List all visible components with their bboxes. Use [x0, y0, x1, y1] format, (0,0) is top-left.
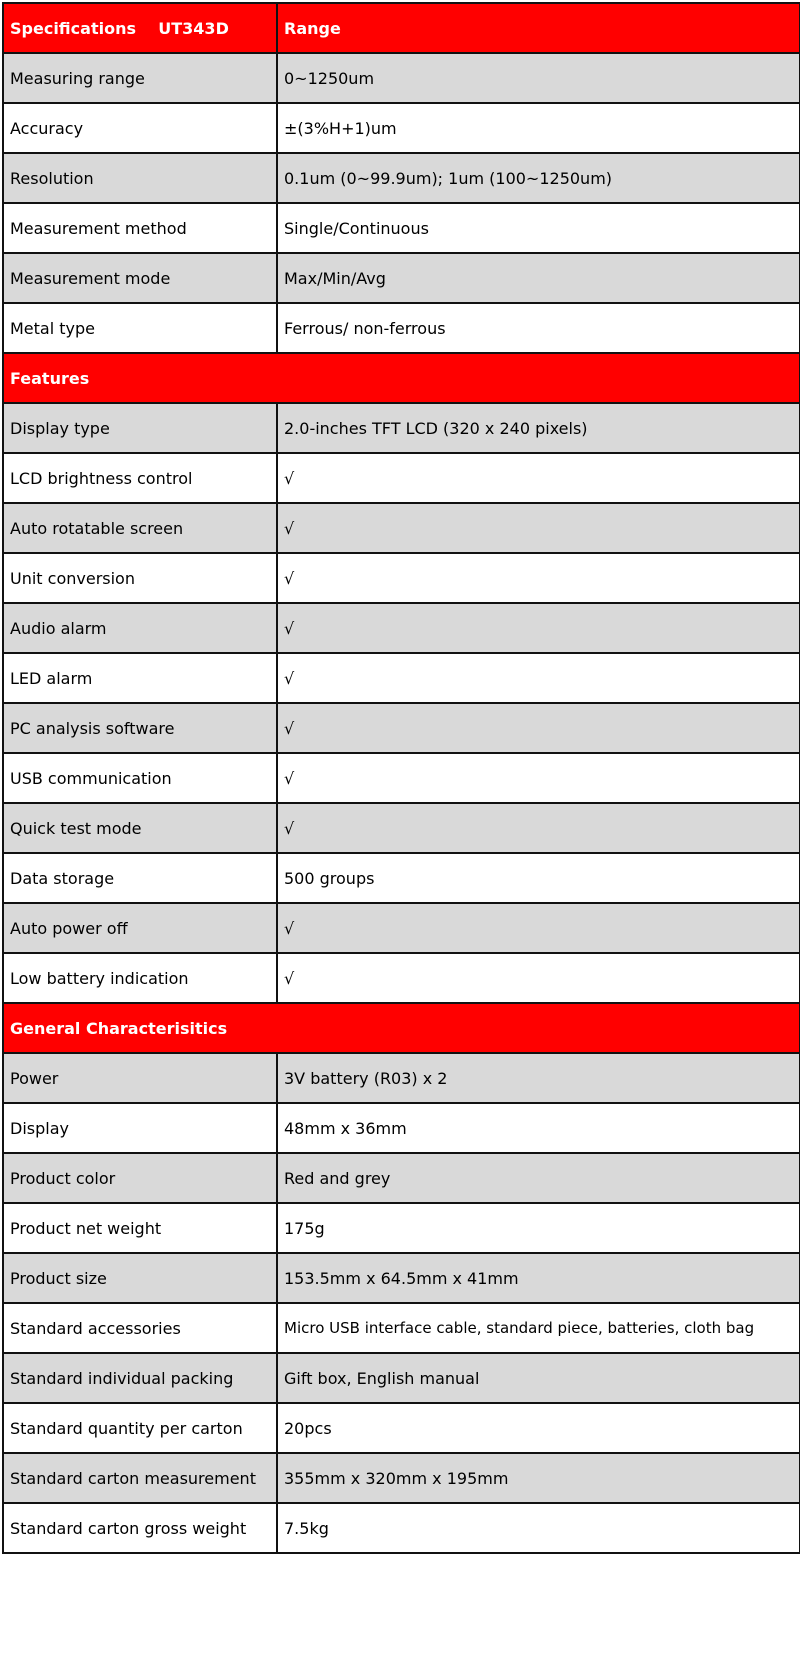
row-value: 500 groups	[277, 853, 800, 903]
table-row	[3, 653, 800, 703]
row-value: Micro USB interface cable, standard piece, batteries, cloth bag	[277, 1303, 800, 1353]
row-value: 0.1um (0~99.9um); 1um (100~1250um)	[277, 153, 800, 203]
table-row	[3, 553, 800, 603]
row-value: 20pcs	[277, 1403, 800, 1453]
specifications-table	[2, 2, 800, 1554]
section-header-general: General Characterisitics	[3, 1003, 800, 1053]
row-value: √	[277, 653, 800, 703]
row-value: Gift box, English manual	[277, 1353, 800, 1403]
row-label: LCD brightness control	[3, 453, 277, 503]
row-label: Standard quantity per carton	[3, 1403, 277, 1453]
row-value: 153.5mm x 64.5mm x 41mm	[277, 1253, 800, 1303]
row-value: √	[277, 603, 800, 653]
row-value: √	[277, 503, 800, 553]
row-value: 48mm x 36mm	[277, 1103, 800, 1153]
row-value: √	[277, 903, 800, 953]
table-row	[3, 1503, 800, 1553]
row-label: Measurement mode	[3, 253, 277, 303]
table-row	[3, 1453, 800, 1503]
row-label: Measuring range	[3, 53, 277, 103]
row-label: Product color	[3, 1153, 277, 1203]
table-row	[3, 1103, 800, 1153]
row-label: Product net weight	[3, 1203, 277, 1253]
row-label: Power	[3, 1053, 277, 1103]
row-value: 355mm x 320mm x 195mm	[277, 1453, 800, 1503]
table-row	[3, 503, 800, 553]
row-value: √	[277, 553, 800, 603]
table-row	[3, 1403, 800, 1453]
header-specifications-model: Specifications UT343D	[3, 3, 277, 53]
row-label: Display type	[3, 403, 277, 453]
row-label: Measurement method	[3, 203, 277, 253]
table-row	[3, 403, 800, 453]
row-value: Max/Min/Avg	[277, 253, 800, 303]
row-value: Red and grey	[277, 1153, 800, 1203]
row-label: Standard carton measurement	[3, 1453, 277, 1503]
row-label: Metal type	[3, 303, 277, 353]
table-row	[3, 803, 800, 853]
table-row	[3, 953, 800, 1003]
row-label: Standard individual packing	[3, 1353, 277, 1403]
row-value: √	[277, 453, 800, 503]
table-row	[3, 1353, 800, 1403]
table-row	[3, 103, 800, 153]
row-value: Ferrous/ non-ferrous	[277, 303, 800, 353]
table-row	[3, 203, 800, 253]
row-label: Accuracy	[3, 103, 277, 153]
row-value: 0~1250um	[277, 53, 800, 103]
row-value: √	[277, 953, 800, 1003]
row-value: √	[277, 703, 800, 753]
table-header-row	[3, 3, 800, 53]
table-row	[3, 603, 800, 653]
table-row	[3, 703, 800, 753]
header-range: Range	[277, 3, 800, 53]
row-value: Single/Continuous	[277, 203, 800, 253]
table-row	[3, 53, 800, 103]
row-value: ±(3%H+1)um	[277, 103, 800, 153]
row-label: Standard accessories	[3, 1303, 277, 1353]
table-row	[3, 753, 800, 803]
row-value: √	[277, 753, 800, 803]
row-label: Audio alarm	[3, 603, 277, 653]
row-label: Product size	[3, 1253, 277, 1303]
row-label: Resolution	[3, 153, 277, 203]
section-header-row	[3, 353, 800, 403]
row-label: Data storage	[3, 853, 277, 903]
row-value: 3V battery (R03) x 2	[277, 1053, 800, 1103]
row-label: Auto power off	[3, 903, 277, 953]
row-label: Quick test mode	[3, 803, 277, 853]
row-value: √	[277, 803, 800, 853]
section-header-row	[3, 1003, 800, 1053]
row-value: 175g	[277, 1203, 800, 1253]
table-row	[3, 1203, 800, 1253]
row-value: 2.0-inches TFT LCD (320 x 240 pixels)	[277, 403, 800, 453]
table-row	[3, 903, 800, 953]
table-row	[3, 1303, 800, 1353]
row-label: Unit conversion	[3, 553, 277, 603]
table-row	[3, 253, 800, 303]
table-row	[3, 853, 800, 903]
table-row	[3, 1153, 800, 1203]
table-row	[3, 303, 800, 353]
row-label: Low battery indication	[3, 953, 277, 1003]
row-value: 7.5kg	[277, 1503, 800, 1553]
table-row	[3, 453, 800, 503]
row-label: Auto rotatable screen	[3, 503, 277, 553]
row-label: Standard carton gross weight	[3, 1503, 277, 1553]
row-label: PC analysis software	[3, 703, 277, 753]
table-row	[3, 153, 800, 203]
table-row	[3, 1053, 800, 1103]
row-label: LED alarm	[3, 653, 277, 703]
row-label: USB communication	[3, 753, 277, 803]
table-row	[3, 1253, 800, 1303]
section-header-features: Features	[3, 353, 800, 403]
row-label: Display	[3, 1103, 277, 1153]
